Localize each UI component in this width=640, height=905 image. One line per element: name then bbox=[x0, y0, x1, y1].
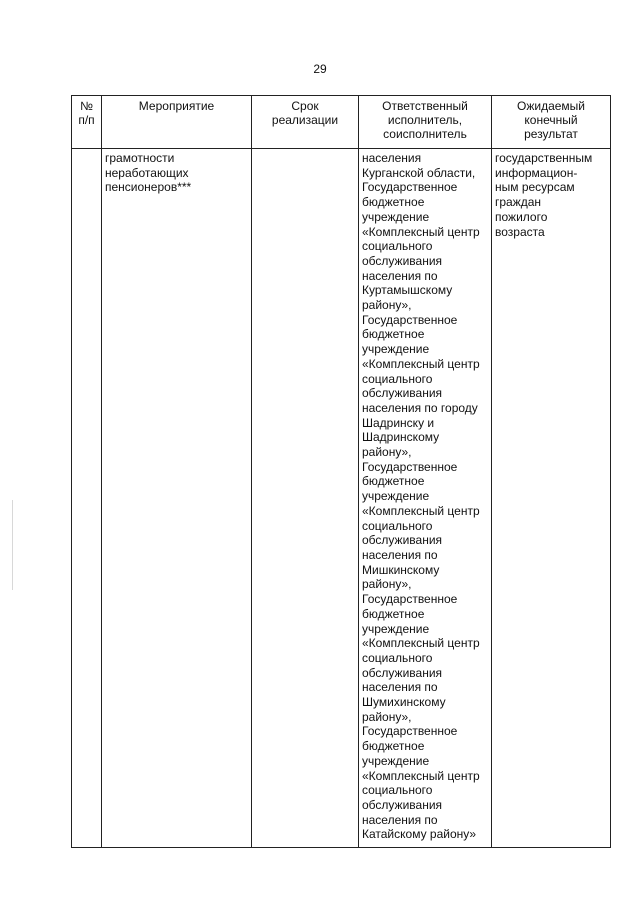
cell-event: грамотности неработающих пенсионеров*** bbox=[102, 149, 252, 848]
header-event: Мероприятие bbox=[102, 96, 252, 149]
measures-table bbox=[71, 95, 611, 848]
header-executor: Ответственный исполнитель, соисполнитель bbox=[359, 96, 492, 149]
cell-term bbox=[252, 149, 359, 848]
page-number: 29 bbox=[313, 62, 327, 76]
scan-artifact-line bbox=[12, 500, 13, 590]
cell-number bbox=[72, 149, 102, 848]
cell-executor: населения Курганской области, Государственное бюджетное учреждение «Комплексный центр социального обслуживания населения по Куртамышскому району», Государственное бюджетное учреждение «Комплексный центр социального обслуживания населения по городу Шадринску и Шадринскому району», Государственное бюджетное учреждение «Комплексный центр социального обслуживания населения по Мишкинскому району», Государственное бюджетное учреждение «Комплексный центр социального обслуживания населения по Шумихинскому району», Государственное бюджетное учреждение «Комплексный центр социального обслуживания населения по Катайскому району» bbox=[359, 149, 492, 848]
header-result: Ожидаемый конечный результат bbox=[492, 96, 611, 149]
table-header-row bbox=[72, 96, 611, 149]
cell-result: государственным информацион- ным ресурсам граждан пожилого возраста bbox=[492, 149, 611, 848]
header-term: Срок реализации bbox=[252, 96, 359, 149]
header-number: № п/п bbox=[72, 96, 102, 149]
table-row bbox=[72, 149, 611, 848]
